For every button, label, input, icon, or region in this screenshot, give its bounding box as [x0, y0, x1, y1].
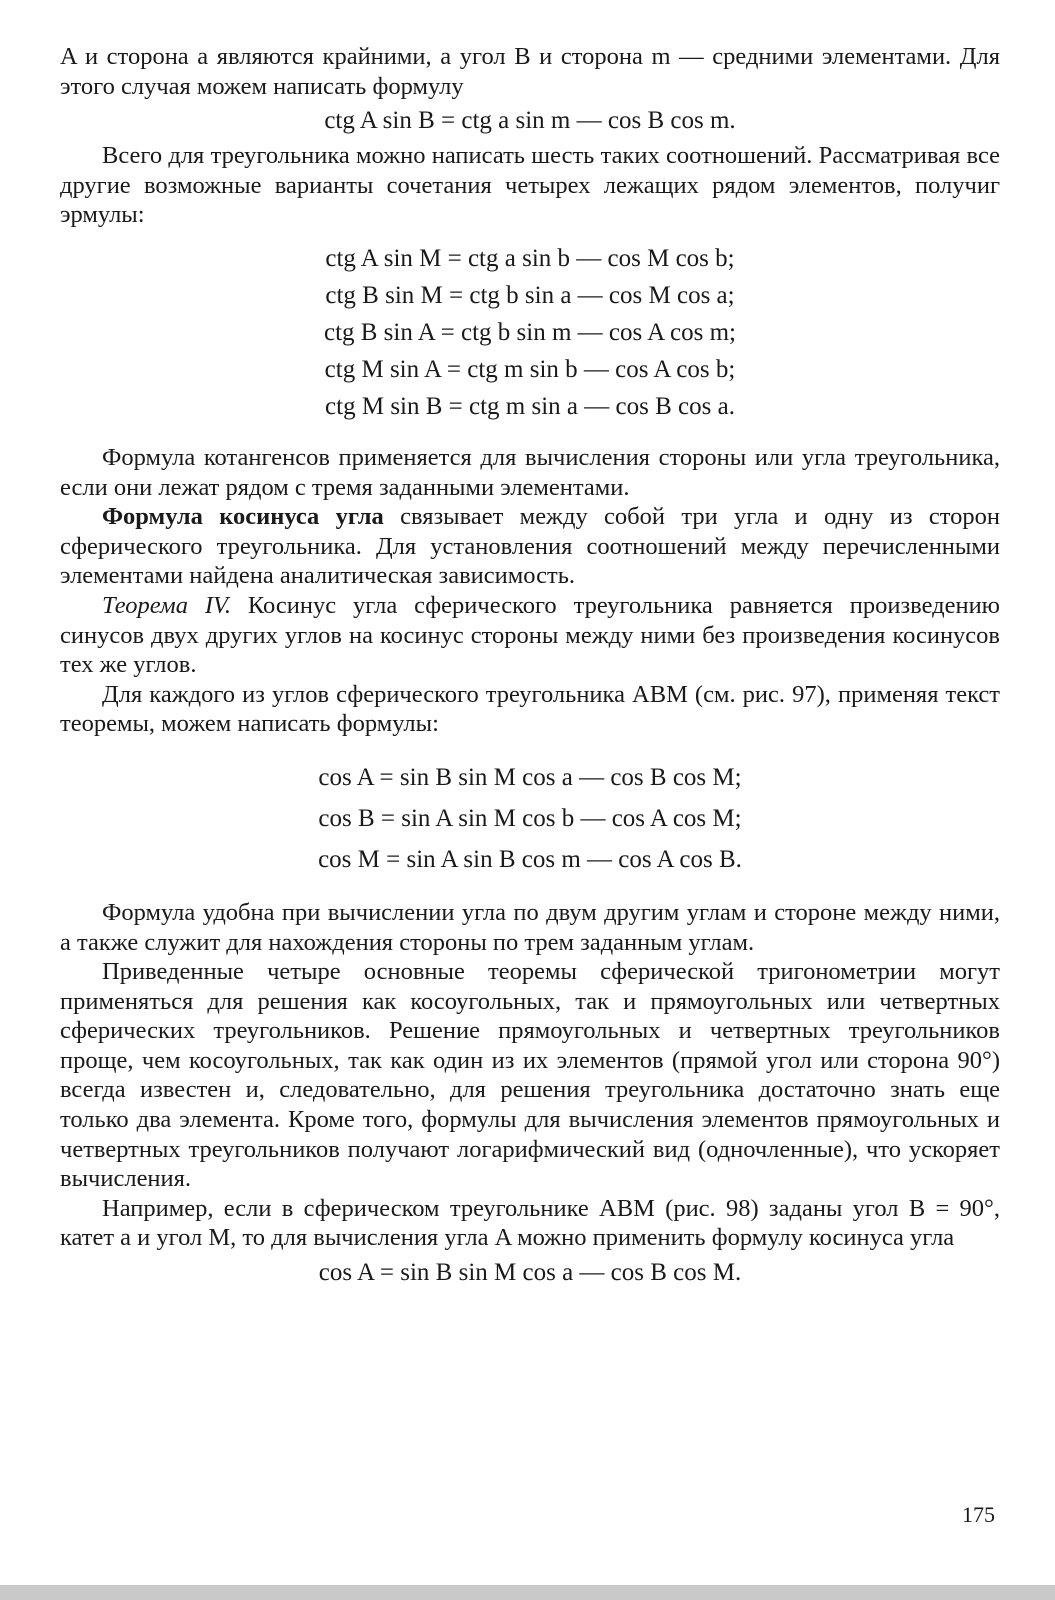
- cot-formula: ctg M sin B = ctg m sin a — cos B cos a.: [325, 392, 735, 420]
- paragraph-cot-usage: Формула котангенсов применяется для вычисления стороны или угла треугольника, если они лежат рядом с тремя заданными элементами.: [60, 443, 1000, 501]
- cosine-formulas: [60, 757, 1000, 880]
- paragraph-six-relations: Всего для треугольника можно написать шесть таких соотношений. Рассматривая все другие возможные варианты сочетания четырех лежащих рядом элементов, получиг эрмулы:: [60, 142, 1000, 229]
- formula-final: cos A = sin B sin M cos a — cos B cos M.: [318, 1259, 742, 1287]
- formula-cot-main-block: [60, 101, 1000, 141]
- cos-formula: cos A = sin B sin M cos a — cos B cos M;: [318, 763, 742, 791]
- paragraph-convenient: Формула удобна при вычислении угла по двум другим углам и стороне между ними, а также служит для нахождения стороны по трем заданным углам.: [60, 898, 1000, 956]
- cotangent-formulas: [60, 240, 1000, 425]
- formula-cot-main: ctg A sin B = ctg a sin m — cos B cos m.: [324, 107, 736, 135]
- theorem-text: Косинус угла сферического треугольника равняется произведению синусов двух других углов на косинус стороны между ними без произведения косинусов тех же углов.: [60, 591, 1000, 679]
- paragraph-each-angle: Для каждого из углов сферического треугольника ABM (см. рис. 97), применяя текст теоремы, можем написать формулы:: [60, 680, 1000, 738]
- cot-formula: ctg M sin A = ctg m sin b — cos A cos b;: [324, 355, 736, 383]
- cos-formula: cos M = sin A sin B cos m — cos A cos B.: [318, 845, 742, 873]
- cot-formula: ctg B sin A = ctg b sin m — cos A cos m;: [323, 318, 737, 346]
- cot-formula: ctg A sin M = ctg a sin b — cos M cos b;: [325, 244, 735, 272]
- formula-final-block: [60, 1253, 1000, 1293]
- cosine-angle-text: связывает между собой три угла и одну из сторон сферического треугольника. Для установления соотношений между перечисленными элементами найдена аналитическая зависимость.: [60, 503, 1000, 590]
- page-bottom-edge: [0, 1585, 1055, 1600]
- paragraph-four-theorems: Приведенные четыре основные теоремы сферической тригонометрии могут применяться для решения как косоугольных, так и прямоугольных или четвертных сферических треугольников. Решение прямоугольных и четвертных треугольников проще, чем косоугольных, так как один из их элементов (прямой угол или сторона 90°) всегда известен и, следовательно, для решения треугольника достаточно знать еще только два элемента. Кроме того, формулы для вычисления элементов прямоугольных и четвертных треугольников получают логарифмический вид (одночленные), что ускоряет вычисления.: [60, 958, 1000, 1193]
- paragraph-cosine-angle: [60, 502, 1000, 591]
- term-cosine-angle: Формула косинуса угла: [102, 503, 384, 531]
- theorem-iv: [60, 591, 1000, 680]
- theorem-label: Теорема IV.: [102, 591, 231, 619]
- intro-paragraph: A и сторона a являются крайними, а угол B и сторона m — средними элементами. Для этого случая можем написать формулу: [60, 43, 1000, 100]
- cos-formula: cos B = sin A sin M cos b — cos A cos M;: [318, 804, 742, 832]
- page-content: [60, 42, 1000, 1293]
- paragraph-example: Например, если в сферическом треугольнике ABM (рис. 98) заданы угол B = 90°, катет a и угол M, то для вычисления угла A можно применить формулу косинуса угла: [60, 1194, 1000, 1252]
- cot-formula: ctg B sin M = ctg b sin a — cos M cos a;: [325, 281, 735, 309]
- page-number: 175: [962, 1502, 995, 1527]
